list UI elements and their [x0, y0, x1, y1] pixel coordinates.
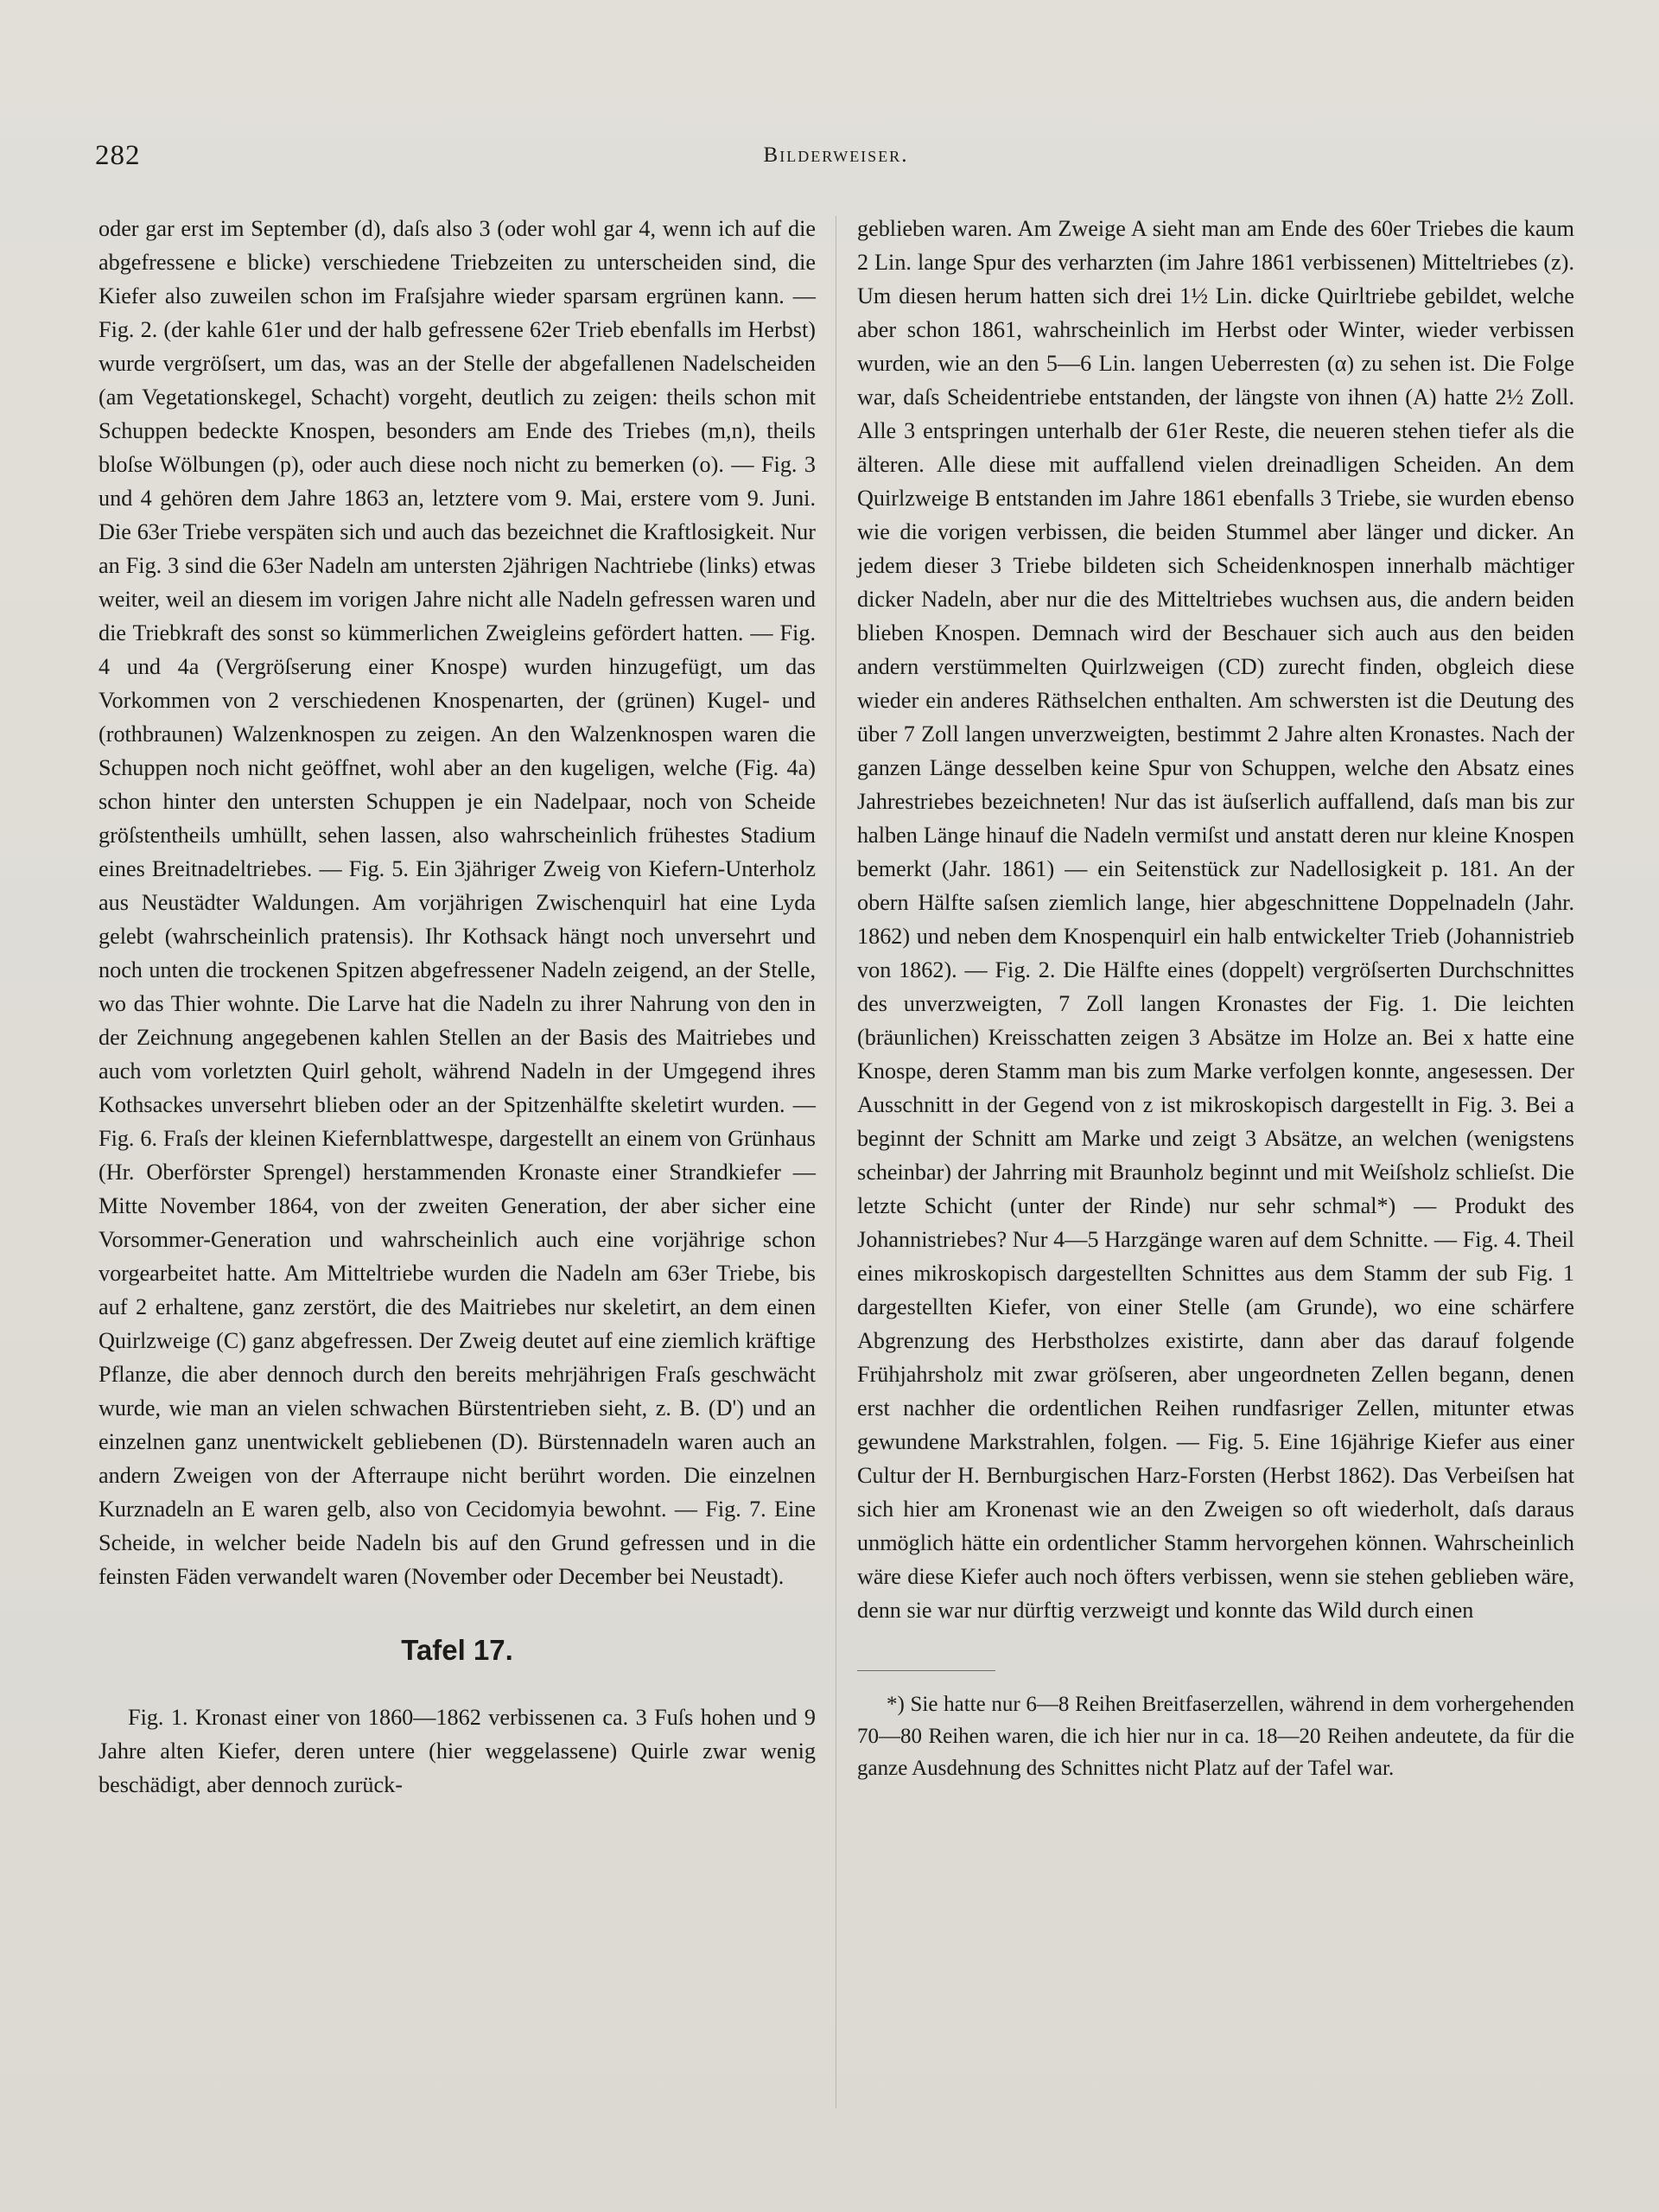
footnote-rule [857, 1670, 995, 1671]
section-heading: Tafel 17. [401, 1634, 513, 1666]
running-title: Bilderweiser. [763, 143, 909, 167]
footnote: *) Sie hatte nur 6—8 Reihen Breitfaserzellen, während in dem vorhergehenden 70—80 Reihen waren, die ich hier nur in ca. 18—20 Reihen andeutete, da für die ganze Ausdehnung des Schnittes nicht Platz auf der Tafel war. [857, 1693, 1574, 1780]
page-number: 282 [95, 140, 141, 171]
right-column [857, 212, 1574, 1784]
page-header [95, 140, 1577, 183]
left-column [99, 212, 816, 1802]
left-paragraph-1: oder gar erst im September (d), daſs also 3 (oder wohl gar 4, wenn ich auf die abgefressene e blicke) verschiedene Triebzeiten zu unterscheiden sind, die Kiefer also zuweilen schon im Fraſsjahre wieder sparsam ergrünen kann. — Fig. 2. (der kahle 61er und der halb gefressene 62er Trieb ebenfalls im Herbst) wurde vergröſsert, um das, was an der Stelle der abgefallenen Nadelscheiden (am Vegetationskegel, Schacht) vorgeht, deutlich zu zeigen: theils schon mit Schuppen bedeckte Knospen, besonders am Ende des Triebes (m,n), theils bloſse Wölbungen (p), oder auch diese noch nicht zu bemerken (o). — Fig. 3 und 4 gehören dem Jahre 1863 an, letztere vom 9. Mai, erstere vom 9. Juni. Die 63er Triebe verspäten sich und auch das bezeichnet die Kraftlosigkeit. Nur an Fig. 3 sind die 63er Nadeln am untersten 2jährigen Nachtriebe (links) etwas weiter, weil an diesem im vorigen Jahre nicht alle Nadeln gefressen waren und die Triebkraft des sonst so kümmerlichen Zweigleins gefördert hatten. — Fig. 4 und 4a (Vergröſserung einer Knospe) wurden hinzugefügt, um das Vorkommen von 2 verschiedenen Knospenarten, der (grünen) Kugel- und (rothbraunen) Walzenknospen zu zeigen. An den Walzenknospen waren die Schuppen noch nicht geöffnet, wohl aber an den kugeligen, welche (Fig. 4a) schon hinter den untersten Schuppen je ein Nadelpaar, noch von Scheide gröſstentheils umhüllt, sehen lassen, also wahrscheinlich frühestes Stadium eines Breitnadeltriebes. — Fig. 5. Ein 3jähriger Zweig von Kiefern-Unterholz aus Neustädter Waldungen. Am vorjährigen Zwischenquirl hat eine Lyda gelebt (wahrscheinlich pratensis). Ihr Kothsack hängt noch unversehrt und noch unten die trockenen Spitzen abgefressener Nadeln zeigend, an der Stelle, wo das Thier wohnte. Die Larve hat die Nadeln zu ihrer Nahrung von den in der Zeichnung angegebenen kahlen Stellen an der Basis des Maitriebes und auch vom vorletzten Quirl geholt, während Nadeln in der Umgegend ihres Kothsackes unversehrt blieben oder an der Spitzenhälfte skeletirt wurden. — Fig. 6. Fraſs der kleinen Kiefernblattwespe, dargestellt an einem von Grünhaus (Hr. Oberförster Sprengel) herstammenden Kronaste einer Strandkiefer — Mitte November 1864, von der zweiten Generation, der aber sicher eine Vorsommer-Generation und wahrscheinlich auch eine vorjährige schon vorgearbeitet hatte. Am Mitteltriebe wurden die Nadeln am 63er Triebe, bis auf 2 erhaltene, ganz zerstört, die des Maitriebes nur skeletirt, an dem einen Quirlzweige (C) ganz abgefressen. Der Zweig deutet auf eine ziemlich kräftige Pflanze, die aber dennoch durch den bereits mehrjährigen Fraſs geschwächt wurde, wie man an vielen schwachen Bürstentrieben sieht, z. B. (D') und an einzelnen ganz unentwickelt gebliebenen (D). Bürstennadeln waren auch an andern Zweigen von der Afterraupe nicht berührt worden. Die einzelnen Kurznadeln an E waren gelb, also von Cecidomyia bewohnt. — Fig. 7. Eine Scheide, in welcher beide Nadeln bis auf den Grund gefressen und in die feinsten Fäden verwandelt waren (November oder December bei Neustadt). [99, 216, 816, 1589]
left-paragraph-2: Fig. 1. Kronast einer von 1860—1862 verbissenen ca. 3 Fuſs hohen und 9 Jahre alten Kiefer, deren untere (hier weggelassene) Quirle zwar wenig beschädigt, aber dennoch zurück- [99, 1705, 816, 1797]
right-paragraph-1: geblieben waren. Am Zweige A sieht man am Ende des 60er Triebes die kaum 2 Lin. lange Spur des verharzten (im Jahre 1861 verbissenen) Mitteltriebes (z). Um diesen herum hatten sich drei 1½ Lin. dicke Quirltriebe gebildet, welche aber schon 1861, wahrscheinlich im Herbst oder Winter, wieder verbissen wurden, wie an den 5—6 Lin. langen Ueberresten (α) zu sehen ist. Die Folge war, daſs Scheidentriebe entstanden, der längste von ihnen (A) hatte 2½ Zoll. Alle 3 entspringen unterhalb der 61er Reste, die neueren stehen tiefer als die älteren. Alle diese mit auffallend vielen dreinadligen Scheiden. An dem Quirlzweige B entstanden im Jahre 1861 ebenfalls 3 Triebe, sie wurden ebenso wie die vorigen verbissen, die beiden Stummel aber länger und dicker. An jedem dieser 3 Triebe bildeten sich Scheidenknospen innerhalb mächtiger dicker Nadeln, aber nur die des Mitteltriebes wuchsen aus, die andern beiden blieben Knospen. Demnach wird der Beschauer sich auch aus den beiden andern verstümmelten Quirlzweigen (CD) zurecht finden, obgleich diese wieder ein anderes Räthselchen enthalten. Am schwersten ist die Deutung des über 7 Zoll langen unverzweigten, bestimmt 2 Jahre alten Kronastes. Nach der ganzen Länge desselben keine Spur von Schuppen, welche den Absatz eines Jahrestriebes bezeichneten! Nur das ist äuſserlich auffallend, daſs man bis zur halben Länge hinauf die Nadeln vermiſst und anstatt deren nur kleine Knospen bemerkt (Jahr. 1861) — ein Seitenstück zur Nadellosigkeit p. 181. An der obern Hälfte saſsen ziemlich lange, hier abgeschnittene Doppelnadeln (Jahr. 1862) und neben dem Knospenquirl ein halb entwickelter Trieb (Johannistrieb von 1862). — Fig. 2. Die Hälfte eines (doppelt) vergröſserten Durchschnittes des unverzweigten, 7 Zoll langen Kronastes der Fig. 1. Die leichten (bräunlichen) Kreisschatten zeigen 3 Absätze im Holze an. Bei x hatte eine Knospe, deren Stamm man bis zum Marke verfolgen konnte, angesessen. Der Ausschnitt in der Gegend von z ist mikroskopisch dargestellt in Fig. 3. Bei a beginnt der Schnitt am Marke und zeigt 3 Absätze, an welchen (wenigstens scheinbar) der Jahrring mit Braunholz beginnt und mit Weiſsholz schlieſst. Die letzte Schicht (unter der Rinde) nur sehr schmal*) — Produkt des Johannistriebes? Nur 4—5 Harzgänge waren auf dem Schnitte. — Fig. 4. Theil eines mikroskopisch dargestellten Schnittes aus dem Stamm der sub Fig. 1 dargestellten Kiefer, von einer Stelle (am Grunde), wo eine schärfere Abgrenzung des Herbstholzes existirte, dann aber das darauf folgende Frühjahrsholz mit zwar gröſseren, aber ungeordneten Zellen begann, denen erst nachher die ordentlichen Reihen rundfasriger Zellen, mitunter etwas gewundene Markstrahlen, folgen. — Fig. 5. Eine 16jährige Kiefer aus einer Cultur der H. Bernburgischen Harz-Forsten (Herbst 1862). Das Verbeiſsen hat sich hier am Kronenast wie an den Zweigen so oft wiederholt, daſs daraus unmöglich hätte ein ordentlicher Stamm hervorgehen können. Wahrscheinlich wäre diese Kiefer auch noch öfters verbissen, wenn sie stehen geblieben wäre, denn sie war nur dürftig verzweigt und konnte das Wild durch einen [857, 216, 1574, 1623]
